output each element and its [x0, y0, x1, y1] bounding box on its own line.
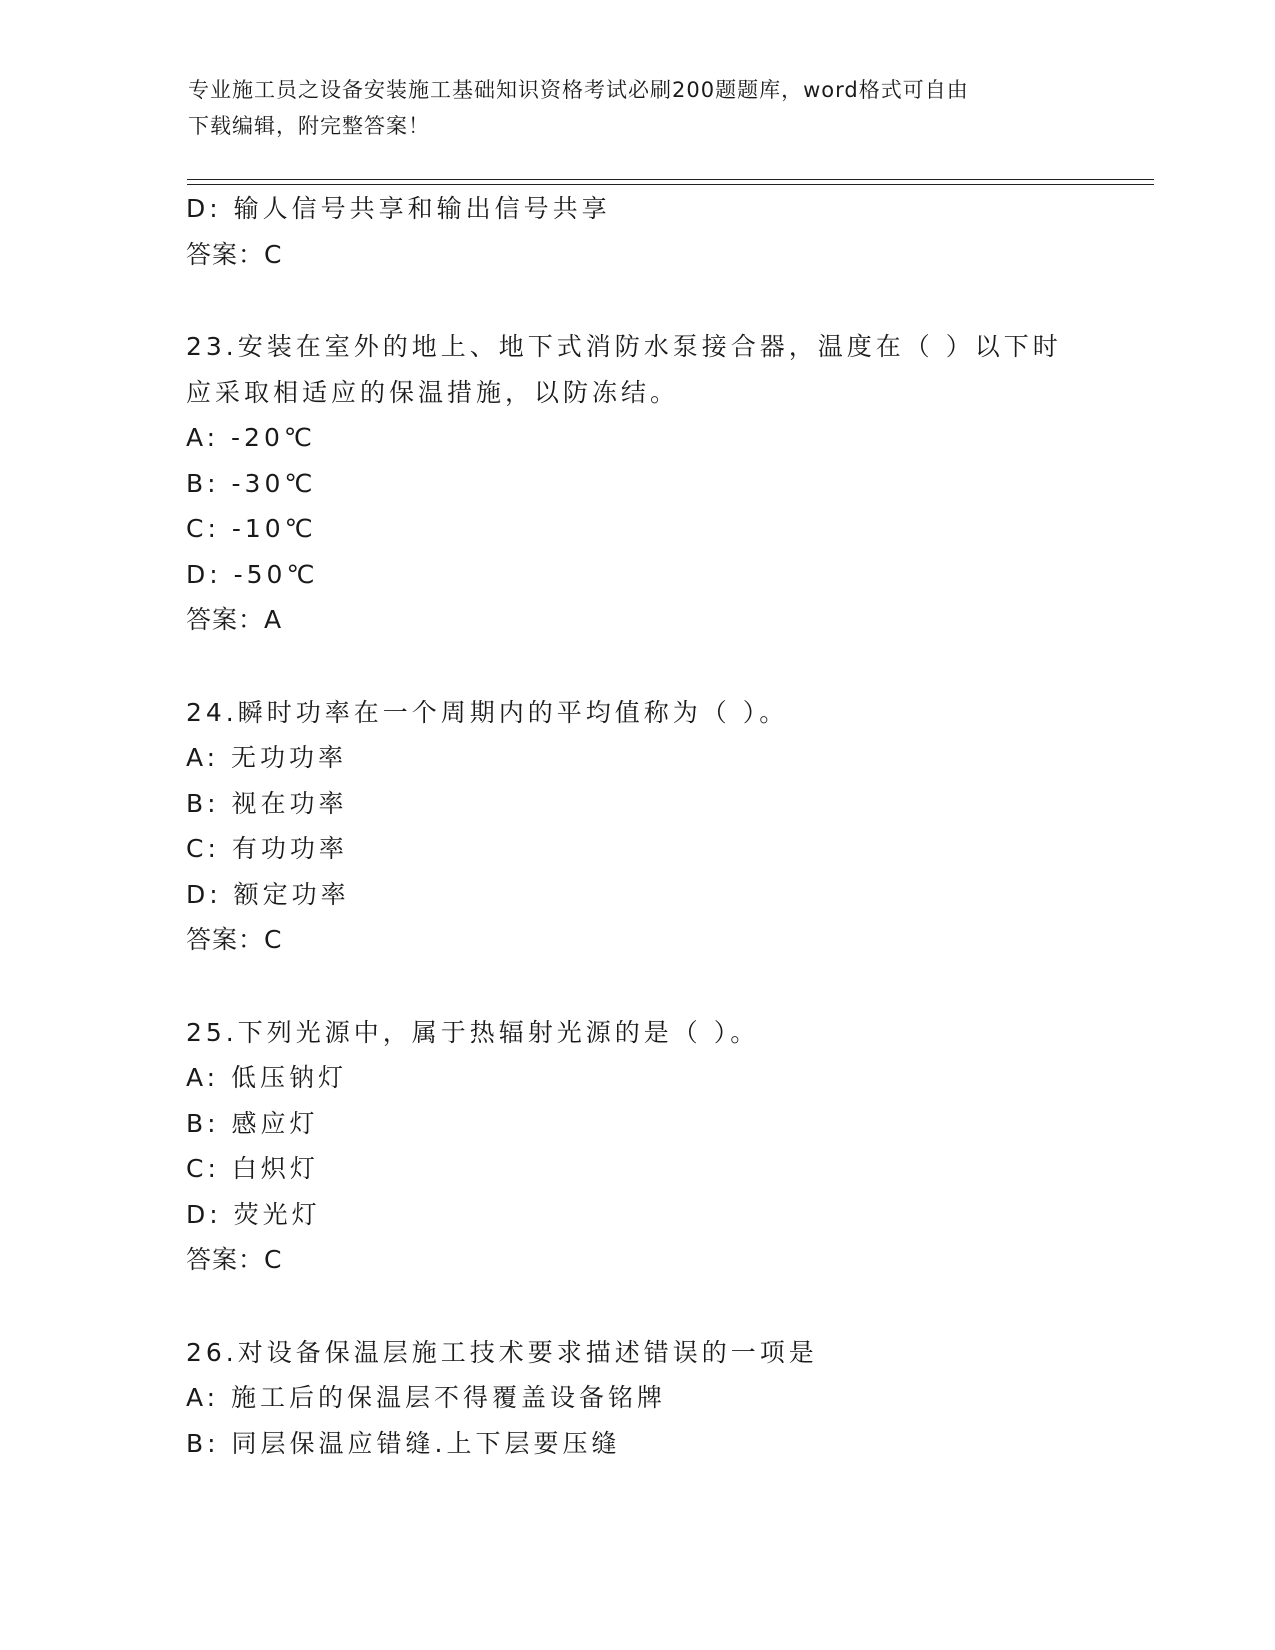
option-b: B: 视在功率 [186, 788, 348, 818]
question-content [186, 186, 1086, 1466]
header-divider-bottom [187, 184, 1154, 185]
question-25 [186, 1010, 1086, 1283]
header-divider-top [187, 179, 1154, 180]
answer: 答案：C [186, 1245, 283, 1274]
option-c: C: 白炽灯 [186, 1154, 319, 1183]
option-c: C: 有功功率 [186, 834, 348, 863]
option-a: A: 施工后的保温层不得覆盖设备铭牌 [186, 1383, 667, 1412]
option-a: A: 无功功率 [186, 743, 348, 772]
prev-option-d: D: 输人信号共享和输出信号共享 [186, 194, 611, 223]
option-b: B: -30℃ [186, 468, 317, 498]
document-header [188, 72, 1068, 144]
question-text-line-1: 25.下列光源中，属于热辐射光源的是（ ）。 [186, 1017, 760, 1047]
question-text-line-2: 应采取相适应的保温措施，以防冻结。 [186, 377, 680, 407]
header-line-2: 下载编辑，附完整答案！ [188, 114, 430, 138]
question-24 [186, 690, 1086, 963]
option-a: A: 低压钠灯 [186, 1063, 348, 1092]
prev-answer: 答案：C [186, 239, 283, 269]
answer: 答案：C [186, 925, 283, 954]
option-d: D: 荧光灯 [186, 1199, 321, 1229]
option-b: B: 同层保温应错缝.上下层要压缝 [186, 1428, 621, 1458]
question-23 [186, 324, 1086, 643]
option-c: C: -10℃ [186, 514, 317, 543]
option-d: D: 额定功率 [186, 879, 350, 909]
option-a: A: -20℃ [186, 423, 316, 452]
question-text-line-1: 24.瞬时功率在一个周期内的平均值称为（ ）。 [186, 697, 789, 727]
question-text-line-1: 23.安装在室外的地上、地下式消防水泵接合器，温度在（ ）以下时 [186, 332, 1062, 361]
header-line-1: 专业施工员之设备安装施工基础知识资格考试必刷200题题库，word格式可自由 [188, 78, 969, 102]
question-26 [186, 1330, 1086, 1467]
option-b: B: 感应灯 [186, 1108, 319, 1138]
answer: 答案：A [186, 605, 283, 634]
option-d: D: -50℃ [186, 559, 319, 589]
question-text-line-1: 26.对设备保温层施工技术要求描述错误的一项是 [186, 1337, 818, 1367]
